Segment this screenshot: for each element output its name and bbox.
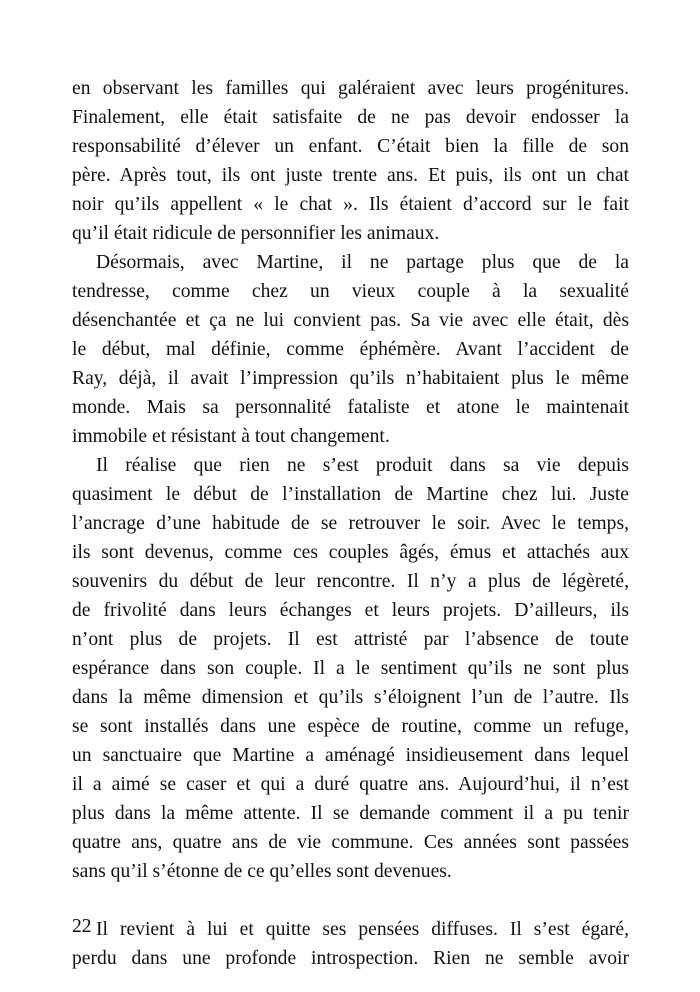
text-line: Il revient à lui et quitte ses pensées diffuses. Il s’est égaré, bbox=[96, 919, 629, 940]
text-line: tendresse, comme chez un vieux couple à la sexualité bbox=[72, 281, 629, 302]
text-line: il a aimé se caser et qui a duré quatre ans. Aujourd’hui, il n’est bbox=[72, 774, 629, 795]
text-line: n’ont plus de projets. Il est attristé par l’absence de toute bbox=[72, 629, 629, 650]
text-line: plus dans la même attente. Il se demande comment il a pu tenir bbox=[72, 803, 629, 824]
text-line: perdu dans une profonde introspection. Rien ne semble avoir bbox=[72, 948, 629, 969]
text-line: ils sont devenus, comme ces couples âgés, émus et attachés aux bbox=[72, 542, 629, 563]
text-line: en observant les familles qui galéraient avec leurs progénitures. bbox=[72, 78, 629, 99]
text-line: quatre ans, quatre ans de vie commune. Ces années sont passées bbox=[72, 832, 629, 853]
section-break bbox=[72, 886, 629, 915]
paragraph bbox=[72, 74, 629, 248]
text-line: responsabilité d’élever un enfant. C’était bien la fille de son bbox=[72, 136, 629, 157]
text-line: un sanctuaire que Martine a aménagé insidieusement dans lequel bbox=[72, 745, 629, 766]
paragraph bbox=[72, 248, 629, 451]
text-line: se sont installés dans une espèce de routine, comme un refuge, bbox=[72, 716, 629, 737]
paragraph bbox=[72, 451, 629, 886]
text-line: Finalement, elle était satisfaite de ne pas devoir endosser la bbox=[72, 107, 629, 128]
text-line: sans qu’il s’étonne de ce qu’elles sont devenues. bbox=[72, 861, 452, 882]
paragraph bbox=[72, 915, 629, 973]
text-line: monde. Mais sa personnalité fataliste et atone le maintenait bbox=[72, 397, 629, 418]
text-line: Il réalise que rien ne s’est produit dans sa vie depuis bbox=[96, 455, 629, 476]
text-line: espérance dans son couple. Il a le sentiment qu’ils ne sont plus bbox=[72, 658, 629, 679]
text-line: père. Après tout, ils ont juste trente ans. Et puis, ils ont un chat bbox=[72, 165, 629, 186]
text-line: le début, mal définie, comme éphémère. Avant l’accident de bbox=[72, 339, 629, 360]
text-line: immobile et résistant à tout changement. bbox=[72, 426, 390, 447]
page-body bbox=[72, 74, 629, 973]
page-number: 22 bbox=[72, 916, 92, 937]
text-line: quasiment le début de l’installation de Martine chez lui. Juste bbox=[72, 484, 629, 505]
text-line: noir qu’ils appellent « le chat ». Ils étaient d’accord sur le fait bbox=[72, 194, 629, 215]
text-line: de frivolité dans leurs échanges et leurs projets. D’ailleurs, ils bbox=[72, 600, 629, 621]
text-line: qu’il était ridicule de personnifier les animaux. bbox=[72, 223, 440, 244]
text-line: souvenirs du début de leur rencontre. Il n’y a plus de légèreté, bbox=[72, 571, 629, 592]
text-line: dans la même dimension et qu’ils s’éloignent l’un de l’autre. Ils bbox=[72, 687, 629, 708]
text-line: désenchantée et ça ne lui convient pas. Sa vie avec elle était, dès bbox=[72, 310, 629, 331]
text-line: Désormais, avec Martine, il ne partage plus que de la bbox=[96, 252, 629, 273]
text-line: Ray, déjà, il avait l’impression qu’ils n’habitaient plus le même bbox=[72, 368, 629, 389]
text-line: l’ancrage d’une habitude de se retrouver le soir. Avec le temps, bbox=[72, 513, 629, 534]
